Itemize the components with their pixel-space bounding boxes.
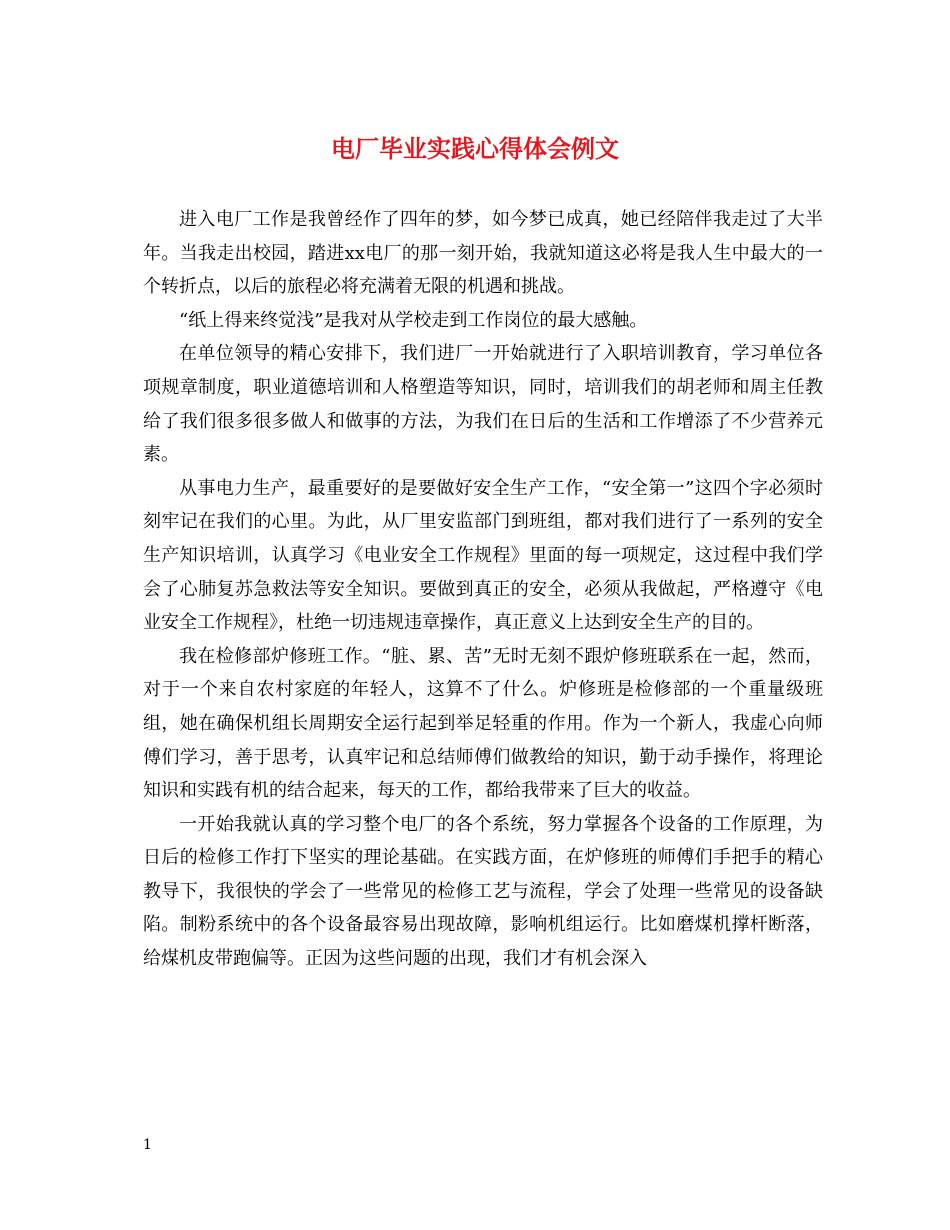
paragraph: 从事电力生产，最重要好的是要做好安全生产工作，“安全第一”这四个字必须时刻牢记在我们的心里。为此，从厂里安监部门到班组，都对我们进行了一系列的安全生产知识培训，认真学习《电业安全工作规程》里面的每一项规定，这过程中我们学会了心肺复苏急救法等安全知识。要做到真正的安全，必须从我做起，严格遵守《电业安全工作规程》，杜绝一切违规违章操作，真正意义上达到安全生产的目的。 bbox=[143, 477, 823, 634]
paragraph: 一开始我就认真的学习整个电厂的各个系统，努力掌握各个设备的工作原理，为日后的检修工作打下坚实的理论基础。在实践方面，在炉修班的师傅们手把手的精心教导下，我很快的学会了一些常见的检修工艺与流程，学会了处理一些常见的设备缺陷。制粉系统中的各个设备最容易出现故障，影响机组运行。比如磨煤机撑杆断落，给煤机皮带跑偏等。正因为这些问题的出现，我们才有机会深入 bbox=[143, 813, 823, 970]
document-title: 电厂毕业实践心得体会例文 bbox=[331, 134, 619, 163]
paragraph: 我在检修部炉修班工作。“脏、累、苦”无时无刻不跟炉修班联系在一起，然而，对于一个来自农村家庭的年轻人，这算不了什么。炉修班是检修部的一个重量级班组，她在确保机组长周期安全运行起到举足轻重的作用。作为一个新人，我虚心向师傅们学习，善于思考，认真牢记和总结师傅们做教给的知识，勤于动手操作，将理论知识和实践有机的结合起来，每天的工作，都给我带来了巨大的收益。 bbox=[143, 645, 823, 802]
paragraph: 进入电厂工作是我曾经作了四年的梦，如今梦已成真，她已经陪伴我走过了大半年。当我走出校园，踏进xx电厂的那一刻开始，我就知道这必将是我人生中最大的一个转折点，以后的旅程必将充满着无限的机遇和挑战。 bbox=[143, 209, 823, 298]
document-body bbox=[143, 203, 823, 976]
page-number: 1 bbox=[143, 1137, 152, 1153]
paragraph: “纸上得来终觉浅”是我对从学校走到工作岗位的最大感触。 bbox=[179, 309, 648, 331]
paragraph: 在单位领导的精心安排下，我们进厂一开始就进行了入职培训教育，学习单位各项规章制度，职业道德培训和人格塑造等知识，同时，培训我们的胡老师和周主任教给了我们很多很多做人和做事的方法，为我们在日后的生活和工作增添了不少营养元素。 bbox=[143, 343, 823, 466]
